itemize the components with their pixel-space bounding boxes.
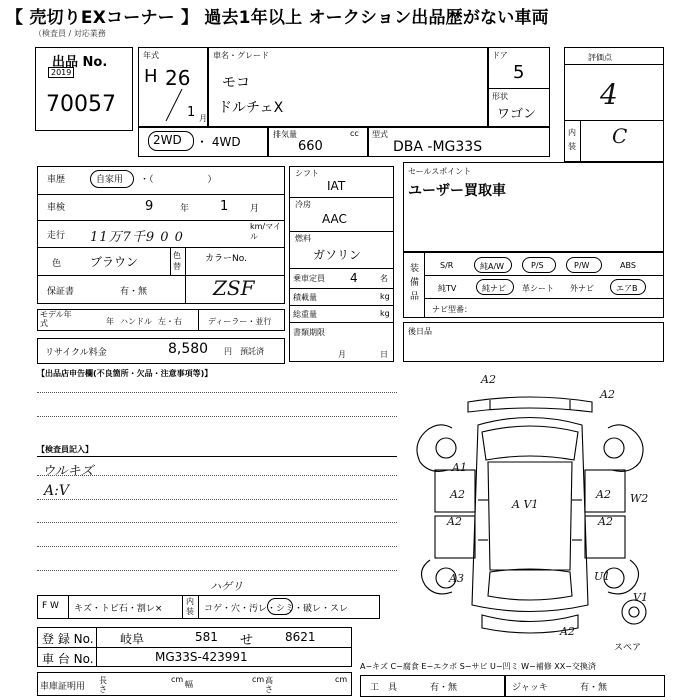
drive-4wd: ・ 4WD bbox=[196, 135, 241, 149]
doors-label: ドア bbox=[492, 51, 508, 60]
doc-label: 書類期限 bbox=[293, 328, 325, 337]
capacity-value: 4 bbox=[350, 271, 358, 285]
equip-pw: P/W bbox=[574, 261, 590, 270]
history-label: 車歴 bbox=[47, 175, 66, 185]
fw-interior-label: 内装 bbox=[186, 597, 194, 616]
shaken-label: 車検 bbox=[47, 203, 66, 213]
rating-label: 評価点 bbox=[588, 53, 612, 62]
type-label: 型式 bbox=[372, 130, 388, 139]
chassis-label: 車 台 No. bbox=[42, 652, 94, 666]
fw-interior-items: コゲ・穴・汚レ・シミ・破レ・スレ bbox=[204, 604, 349, 614]
damage-mark-3: A2 bbox=[450, 488, 465, 501]
shaken-year-unit: 年 bbox=[180, 204, 190, 214]
interior-label: 内装 bbox=[568, 128, 576, 151]
shape-label: 形状 bbox=[492, 92, 508, 101]
equip-ext-navi: 外ナビ bbox=[570, 284, 594, 293]
color-label: 色 bbox=[52, 259, 62, 269]
recycle-unit: 円 bbox=[224, 347, 232, 356]
damage-mark-10: V1 bbox=[633, 591, 648, 604]
fw-handwritten-note: ハゲリ bbox=[210, 580, 243, 593]
reg-label: 登 録 No. bbox=[42, 632, 94, 646]
recycle-note: 預託済 bbox=[240, 347, 264, 356]
year-badge: 2019 bbox=[48, 67, 74, 78]
ac-label: 冷房 bbox=[295, 200, 311, 209]
equip-label: 装備品 bbox=[410, 264, 420, 302]
rating-value: 4 bbox=[600, 78, 618, 111]
damage-legend: A−キズ C−腐食 E−エクボ S−サビ U−凹ミ W−補修 XX−交換済 bbox=[360, 662, 596, 671]
fuel-value: ガソリン bbox=[313, 248, 362, 262]
lot-no-label: 出品 No. bbox=[52, 55, 108, 70]
cert-height-cm: cm bbox=[335, 675, 348, 684]
shift-value: IAT bbox=[327, 179, 346, 193]
equip-alloy: 純A/W bbox=[480, 262, 505, 271]
weight-unit: kg bbox=[380, 309, 390, 318]
tools-label: 工 具 bbox=[370, 683, 398, 693]
history-value: 自家用 bbox=[96, 175, 124, 185]
jack-value: 有・無 bbox=[580, 683, 608, 693]
weight-label: 総重量 bbox=[293, 310, 317, 319]
shaken-month-unit: 月 bbox=[250, 204, 260, 214]
doc-month: 月 bbox=[338, 350, 346, 359]
dealer-label: ディーラー・並行 bbox=[208, 317, 272, 326]
load-label: 積載量 bbox=[293, 293, 317, 302]
damage-mark-8: W2 bbox=[630, 492, 649, 505]
equip-abs: ABS bbox=[620, 261, 636, 270]
grade-name: ドルチェX bbox=[218, 100, 284, 116]
reg-place: 岐阜 bbox=[120, 632, 145, 646]
damage-mark-11: A2 bbox=[560, 625, 575, 638]
inspector-note-2: A:V bbox=[44, 483, 69, 499]
equip-leather: 革シート bbox=[522, 284, 554, 293]
damage-mark-4: A2 bbox=[447, 515, 462, 528]
equip-sr: S/R bbox=[440, 261, 454, 270]
color-no-label: カラーNo. bbox=[205, 254, 247, 264]
cert-height: 高さ bbox=[265, 676, 273, 694]
handle-label: ハンドル bbox=[120, 317, 152, 326]
fuel-label: 燃料 bbox=[295, 234, 311, 243]
damage-mark-5: A V1 bbox=[512, 498, 539, 511]
top-cut-label: （検査員 / 対応業務 bbox=[34, 29, 106, 38]
load-unit: kg bbox=[380, 292, 390, 301]
spare-label: スペア bbox=[614, 643, 642, 653]
color-no: ZSF bbox=[213, 276, 255, 300]
mileage-label: 走行 bbox=[47, 231, 66, 241]
fw-label: F W bbox=[42, 601, 59, 611]
recycle-label: リサイクル料金 bbox=[45, 348, 107, 358]
model-name: モコ bbox=[222, 75, 250, 91]
year-value: 26 bbox=[165, 66, 191, 90]
fw-stain-circle bbox=[267, 598, 293, 615]
mileage-value: 11万7千9 0 0 bbox=[90, 230, 184, 245]
model-year-year: 年 bbox=[106, 317, 114, 326]
mileage-unit: km/マイル bbox=[250, 222, 281, 241]
doors-value: 5 bbox=[513, 62, 525, 83]
year-slash bbox=[160, 85, 190, 125]
shaken-month: 1 bbox=[220, 199, 229, 214]
warranty-value: 有・無 bbox=[120, 287, 148, 297]
ac-value: AAC bbox=[322, 212, 347, 226]
equip-navi: 純ナビ bbox=[482, 284, 506, 293]
post-items-box bbox=[403, 322, 664, 362]
jack-label: ジャッキ bbox=[512, 683, 548, 693]
damage-mark-1: A2 bbox=[481, 373, 496, 386]
reg-class: 581 bbox=[195, 630, 218, 644]
equip-ps: P/S bbox=[531, 261, 544, 270]
warranty-label: 保証書 bbox=[47, 287, 75, 297]
handle-value: 左・右 bbox=[158, 317, 182, 326]
damage-mark-12: U1 bbox=[594, 570, 611, 583]
cert-label: 車庫証明用 bbox=[40, 682, 86, 692]
sales-value: ユーザー買取車 bbox=[408, 183, 506, 199]
damage-mark-13: A2 bbox=[600, 388, 615, 401]
inspector-label: 【検査員記入】 bbox=[37, 445, 93, 454]
cert-length-cm: cm bbox=[171, 675, 184, 684]
interior-value: C bbox=[612, 124, 628, 148]
damage-mark-2: A1 bbox=[452, 461, 467, 474]
shaken-year: 9 bbox=[145, 199, 154, 214]
post-label: 後日品 bbox=[408, 327, 432, 336]
model-year-label: モデル年式 bbox=[40, 310, 72, 328]
fw-scratch: キズ・トビ石・割レ× bbox=[74, 604, 163, 614]
displacement-label: 排気量 bbox=[273, 130, 297, 139]
capacity-label: 乗車定員 bbox=[293, 274, 325, 283]
history-rest: ・（ ） bbox=[140, 175, 217, 185]
year-label: 年式 bbox=[143, 51, 159, 60]
month-value: 1 bbox=[187, 105, 196, 120]
model-label: 車名・グレード bbox=[213, 51, 269, 60]
tools-value: 有・無 bbox=[430, 683, 458, 693]
shift-label: シフト bbox=[295, 169, 319, 178]
damage-mark-7: A2 bbox=[598, 515, 613, 528]
drive-2wd: 2WD bbox=[153, 133, 182, 147]
shape-value: ワゴン bbox=[497, 107, 537, 122]
chassis-value: MG33S-423991 bbox=[155, 650, 248, 664]
displacement-value: 660 bbox=[298, 139, 323, 154]
month-unit: 月 bbox=[199, 114, 207, 123]
cc-unit: cc bbox=[350, 129, 359, 138]
reg-kana: せ bbox=[240, 633, 254, 648]
capacity-unit: 名 bbox=[380, 274, 388, 283]
banner: 【 売切りEXコーナー 】 過去1年以上 オークション出品歴がない車両 bbox=[6, 8, 549, 28]
navi-label: ナビ型番： bbox=[432, 305, 472, 314]
cert-length: 長さ bbox=[99, 676, 107, 694]
sales-label: セールスポイント bbox=[408, 167, 472, 176]
lot-number: 70057 bbox=[46, 92, 116, 117]
inspector-note-1: ウルキズ bbox=[42, 464, 94, 479]
damage-mark-9: A3 bbox=[449, 572, 464, 585]
reg-number: 8621 bbox=[285, 630, 316, 644]
era: H bbox=[144, 66, 158, 87]
equip-tv: 純TV bbox=[438, 284, 457, 293]
damage-mark-6: A2 bbox=[596, 488, 611, 501]
exhibitor-label: 【出品店申告欄(不良箇所・欠品・注意事項等)】 bbox=[37, 369, 213, 378]
doc-day: 日 bbox=[380, 350, 388, 359]
color-change-label: 色替 bbox=[173, 251, 181, 271]
type-value: DBA -MG33S bbox=[393, 139, 483, 155]
color-value: ブラウン bbox=[90, 255, 139, 269]
cert-width-cm: cm bbox=[252, 675, 265, 684]
recycle-value: 8,580 bbox=[168, 341, 209, 357]
equip-airbag: エアB bbox=[616, 284, 638, 293]
cert-width: 幅 bbox=[185, 680, 193, 689]
